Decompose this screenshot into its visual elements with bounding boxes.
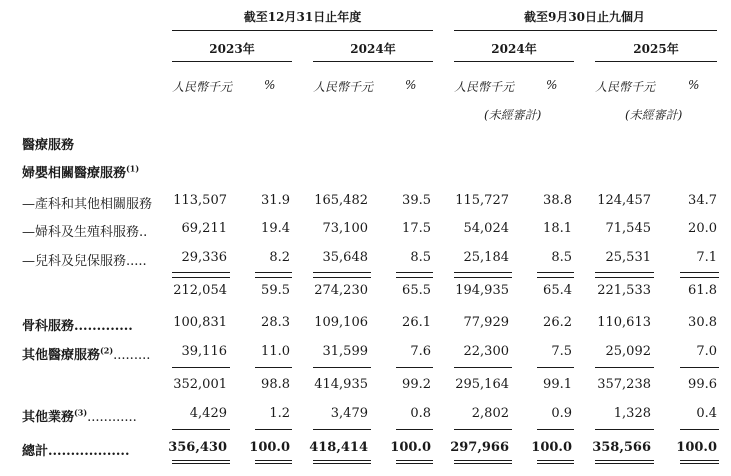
amount-cell: 2,802 [471, 406, 509, 421]
subtotal-rule [454, 272, 512, 273]
amount-cell: 1,328 [613, 406, 651, 421]
total-rule [537, 463, 574, 464]
subtotal-rule [680, 277, 719, 278]
year-header-rule [454, 61, 574, 62]
amount-cell: 274,230 [314, 283, 368, 298]
unit-rmb: 人民幣千元 [313, 80, 374, 94]
total-rule [454, 460, 512, 461]
footnote-ref: (1) [126, 163, 140, 174]
subtotal-rule [595, 277, 654, 278]
amount-cell: 25,531 [605, 250, 651, 265]
amount-cell: 124,457 [597, 193, 651, 208]
group-header-rule [454, 30, 717, 31]
percent-cell: 7.5 [551, 344, 572, 359]
row-label [22, 193, 152, 212]
total-rule [396, 463, 433, 464]
percent-cell: 7.6 [410, 344, 431, 359]
percent-cell: 99.2 [402, 377, 431, 392]
percent-cell: 0.4 [696, 406, 717, 421]
subtotal-rule [172, 367, 230, 368]
year-header: 2024年 [491, 42, 537, 56]
total-rule [595, 460, 654, 461]
amount-cell: 71,545 [605, 221, 651, 236]
subtotal-rule [454, 367, 512, 368]
subtotal-rule [595, 367, 654, 368]
amount-cell: 356,430 [168, 440, 227, 455]
percent-cell: 8.2 [269, 250, 290, 265]
row-label [22, 250, 147, 269]
percent-cell: 30.8 [688, 315, 717, 330]
amount-cell: 418,414 [309, 440, 368, 455]
subtotal-rule [454, 429, 512, 430]
percent-cell: 65.5 [402, 283, 431, 298]
amount-cell: 212,054 [173, 283, 227, 298]
percent-cell: 65.4 [543, 283, 572, 298]
subtotal-rule [396, 272, 433, 273]
subtotal-rule [255, 272, 292, 273]
amount-cell: 357,238 [597, 377, 651, 392]
amount-cell: 100,831 [173, 315, 227, 330]
total-rule [537, 460, 574, 461]
amount-cell: 352,001 [173, 377, 227, 392]
subsection-title [22, 162, 139, 181]
amount-cell: 110,613 [597, 315, 651, 330]
amount-cell: 35,648 [322, 250, 368, 265]
total-rule [172, 463, 230, 464]
percent-cell: 26.1 [402, 315, 431, 330]
percent-cell: 28.3 [261, 315, 290, 330]
total-rule [595, 463, 654, 464]
row-label-text: 總計.................. [22, 444, 130, 459]
percent-cell: 39.5 [402, 193, 431, 208]
row-label [22, 440, 129, 459]
row-label [22, 315, 133, 334]
percent-cell: 31.9 [261, 193, 290, 208]
percent-cell: 100.0 [249, 440, 290, 455]
leader-dots: ......... [113, 348, 151, 363]
percent-cell: 20.0 [688, 221, 717, 236]
unit-pct: % [546, 78, 558, 92]
subtotal-rule [172, 277, 230, 278]
percent-cell: 0.8 [410, 406, 431, 421]
percent-cell: 17.5 [402, 221, 431, 236]
amount-cell: 29,336 [181, 250, 227, 265]
total-rule [172, 460, 230, 461]
total-rule [255, 460, 292, 461]
subtotal-rule [595, 429, 654, 430]
subtotal-rule [172, 272, 230, 273]
unit-rmb: 人民幣千元 [454, 80, 515, 94]
percent-cell: 98.8 [261, 377, 290, 392]
unaudited-note: (未經審計) [625, 108, 683, 122]
year-header: 2025年 [633, 42, 679, 56]
year-header-rule [313, 61, 433, 62]
amount-cell: 31,599 [322, 344, 368, 359]
year-header-rule [172, 61, 292, 62]
subtotal-rule [595, 272, 654, 273]
subtotal-rule [172, 429, 230, 430]
amount-cell: 297,966 [450, 440, 509, 455]
percent-cell: 19.4 [261, 221, 290, 236]
percent-cell: 7.0 [696, 344, 717, 359]
subtotal-rule [255, 277, 292, 278]
amount-cell: 39,116 [181, 344, 227, 359]
unit-rmb: 人民幣千元 [172, 80, 233, 94]
percent-cell: 100.0 [676, 440, 717, 455]
percent-cell: 61.8 [688, 283, 717, 298]
footnote-ref: (3) [74, 407, 88, 418]
subtotal-rule [680, 367, 719, 368]
amount-cell: 22,300 [463, 344, 509, 359]
footnote-ref: (2) [100, 345, 114, 356]
amount-cell: 4,429 [189, 406, 227, 421]
subtotal-rule [454, 277, 512, 278]
year-header: 2023年 [209, 42, 255, 56]
subtotal-rule [396, 429, 433, 430]
subtotal-rule [537, 367, 574, 368]
row-label [22, 221, 147, 240]
group-header-nine-months: 截至9月30日止九個月 [523, 10, 646, 24]
percent-cell: 1.2 [269, 406, 290, 421]
unit-pct: % [405, 78, 417, 92]
subtotal-rule [255, 367, 292, 368]
unaudited-note: (未經審計) [484, 108, 542, 122]
year-header: 2024年 [350, 42, 396, 56]
subtotal-rule [313, 367, 371, 368]
subtotal-rule [396, 367, 433, 368]
subtotal-rule [680, 429, 719, 430]
amount-cell: 69,211 [181, 221, 227, 236]
percent-cell: 59.5 [261, 283, 290, 298]
row-label-text: —產科和其他相關服務 [22, 197, 153, 212]
row-label [22, 344, 150, 363]
row-label-text: —婦科及生殖科服務.. [22, 225, 148, 240]
row-label-text: 骨科服務............. [22, 319, 133, 334]
section-title: 醫療服務 [22, 138, 75, 153]
subsection-title-text: 婦嬰相關醫療服務 [22, 166, 127, 181]
unit-pct: % [688, 78, 700, 92]
group-header-year-end: 截至12月31日止年度 [243, 10, 362, 24]
percent-cell: 34.7 [688, 193, 717, 208]
amount-cell: 165,482 [314, 193, 368, 208]
amount-cell: 414,935 [314, 377, 368, 392]
amount-cell: 3,479 [330, 406, 368, 421]
percent-cell: 100.0 [531, 440, 572, 455]
amount-cell: 77,929 [463, 315, 509, 330]
subtotal-rule [537, 277, 574, 278]
leader-dots: ............ [87, 410, 137, 425]
percent-cell: 7.1 [696, 250, 717, 265]
row-label-text: 其他醫療服務 [22, 348, 101, 363]
percent-cell: 0.9 [551, 406, 572, 421]
group-header-rule [172, 30, 433, 31]
amount-cell: 194,935 [455, 283, 509, 298]
row-label-text: —兒科及兒保服務..... [22, 254, 147, 269]
unit-rmb: 人民幣千元 [595, 80, 656, 94]
amount-cell: 221,533 [597, 283, 651, 298]
subtotal-rule [680, 272, 719, 273]
percent-cell: 38.8 [543, 193, 572, 208]
subtotal-rule [537, 272, 574, 273]
amount-cell: 109,106 [314, 315, 368, 330]
amount-cell: 295,164 [455, 377, 509, 392]
percent-cell: 8.5 [410, 250, 431, 265]
total-rule [313, 463, 371, 464]
total-rule [255, 463, 292, 464]
total-rule [454, 463, 512, 464]
row-label [22, 406, 137, 425]
percent-cell: 99.1 [543, 377, 572, 392]
total-rule [396, 460, 433, 461]
amount-cell: 358,566 [592, 440, 651, 455]
unit-pct: % [264, 78, 276, 92]
amount-cell: 73,100 [322, 221, 368, 236]
subtotal-rule [396, 277, 433, 278]
row-label-text: 其他業務 [22, 410, 75, 425]
total-rule [313, 460, 371, 461]
subtotal-rule [313, 429, 371, 430]
percent-cell: 11.0 [261, 344, 290, 359]
percent-cell: 99.6 [688, 377, 717, 392]
subtotal-rule [537, 429, 574, 430]
total-rule [680, 460, 719, 461]
amount-cell: 115,727 [455, 193, 509, 208]
percent-cell: 100.0 [390, 440, 431, 455]
percent-cell: 8.5 [551, 250, 572, 265]
amount-cell: 113,507 [173, 193, 227, 208]
subtotal-rule [313, 272, 371, 273]
amount-cell: 25,184 [463, 250, 509, 265]
amount-cell: 54,024 [463, 221, 509, 236]
total-rule [680, 463, 719, 464]
percent-cell: 18.1 [543, 221, 572, 236]
subtotal-rule [255, 429, 292, 430]
amount-cell: 25,092 [605, 344, 651, 359]
percent-cell: 26.2 [543, 315, 572, 330]
year-header-rule [595, 61, 717, 62]
subtotal-rule [313, 277, 371, 278]
